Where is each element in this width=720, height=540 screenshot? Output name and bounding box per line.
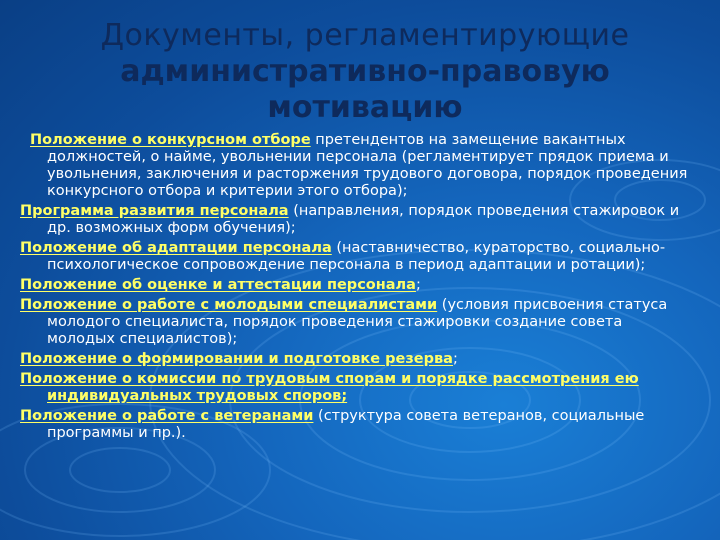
document-link[interactable]: Положение об адаптации персонала (20, 240, 332, 256)
item-description: ; (415, 277, 421, 293)
title-line-2: административно-правовую (120, 54, 610, 89)
list-item (20, 240, 690, 274)
list-item (20, 371, 690, 405)
document-link[interactable]: Положение о работе с молодыми специалистами (20, 297, 438, 313)
item-description: претендентов на замещение вакантных должностей, о найме, увольнении персонала (регламентирует прядок приема и увольнения, заключения и расторжения трудового договора, порядок проведения конкурсного отбора и критерии этого отбора); (47, 132, 688, 199)
document-link[interactable]: Положение о комиссии по трудовым спорам и порядке рассмотрения ею индивидуальных трудовых споров; (20, 371, 639, 404)
document-link[interactable]: Положение о конкурсном отборе (30, 132, 311, 148)
item-description: (направления, порядок проведения стажировок и др. возможных форм обучения); (47, 203, 680, 236)
list-item (20, 277, 690, 294)
list-item (20, 132, 690, 200)
title-line-3: мотивацию (267, 90, 463, 125)
document-link[interactable]: Положение о работе с ветеранами (20, 408, 314, 424)
list-item (20, 351, 690, 368)
list-item (20, 203, 690, 237)
item-description: (условия присвоения статуса молодого специалиста, порядок проведения стажировки создание совета молодых специалистов); (47, 297, 668, 347)
title-line-1: Документы, регламентирующие (100, 18, 630, 53)
item-description: (наставничество, кураторство, социально-психологическое сопровождение персонала в период адаптации и ротации); (47, 240, 666, 273)
list-item (20, 297, 690, 348)
item-description: ; (452, 351, 458, 367)
list-item (20, 408, 690, 442)
document-link[interactable]: Положение об оценке и аттестации персонала (20, 277, 416, 293)
slide-title (60, 18, 670, 126)
document-link[interactable]: Положение о формировании и подготовке резерва (20, 351, 453, 367)
item-description: (структура совета ветеранов, социальные программы и пр.). (47, 408, 645, 441)
document-list (20, 132, 690, 445)
document-link[interactable]: Программа развития персонала (20, 203, 289, 219)
